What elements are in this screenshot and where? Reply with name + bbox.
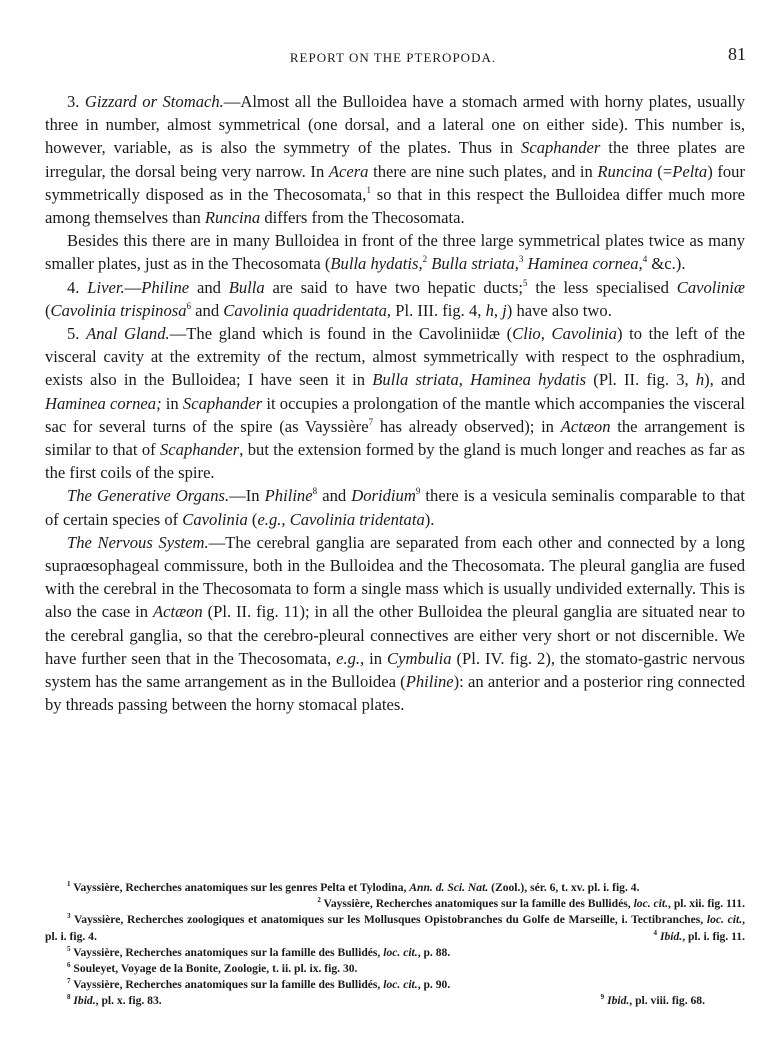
text-run: Vayssière, Recherches anatomiques sur les genres Pelta et Tylodina, — [70, 881, 410, 894]
text-run: ( — [45, 300, 51, 320]
italic-text: Cavoliniæ — [676, 277, 745, 297]
text-run: ): an anterior and a posterior ring connected by threads passing between the horny stomacal plates. — [45, 672, 746, 715]
italic-text: Ibid. — [659, 929, 683, 943]
text-run: ) have also two. — [506, 300, 612, 320]
running-title: REPORT ON THE PTEROPODA. — [289, 50, 497, 65]
footnote-marker: 7 — [67, 977, 71, 986]
text-run: and — [317, 486, 352, 506]
text-run: there are nine such plates, and in — [368, 161, 598, 181]
footnote-6 — [45, 961, 745, 977]
paragraph — [45, 484, 745, 530]
footnote-1 — [45, 880, 745, 896]
text-run: there is a vesicula seminalis comparable to that of certain species of — [45, 486, 745, 529]
text-run: (Pl. IV. fig. 2), the stomato-gastric nervous system has the same arrangement as in the Bulloidea ( — [45, 648, 745, 692]
text-run: (= — [652, 161, 673, 181]
footnote-marker: 8 — [67, 993, 71, 1002]
italic-text: loc. cit. — [706, 913, 743, 927]
italic-text: Bulla — [228, 277, 265, 297]
italic-text: Philine — [141, 277, 190, 297]
footnotes — [45, 880, 745, 1010]
text-run: has already observed); in — [373, 416, 561, 436]
italic-text: Ibid. — [73, 994, 96, 1008]
paragraph — [45, 90, 745, 229]
text-run: and — [191, 300, 224, 320]
italic-text: Philine — [264, 486, 313, 506]
text-run: (Pl. II. fig. 3, — [586, 370, 696, 390]
text-run: Pl. III. fig. 4, — [391, 300, 486, 320]
footnote-marker: 5 — [523, 277, 528, 288]
text-run: Vayssière, Recherches anatomiques sur la famille des Bullidés, — [70, 978, 384, 992]
text-run: differs from the Thecosomata. — [260, 208, 465, 228]
text-run: the three plates are irregular, the dorsal being very narrow. In — [45, 138, 746, 181]
italic-text: Cavolinia quadridentata, — [223, 300, 392, 320]
text-run: it occupies a prolongation of the mantle which accompanies the visceral sac for several turns of the spire (as Vayssière — [45, 393, 745, 436]
text-run: ) four symmetrically disposed as in the Thecosomata, — [45, 161, 745, 204]
italic-text: Bulla hydatis, — [330, 254, 423, 274]
paragraph — [45, 229, 745, 275]
italic-text: Bulla striata, Haminea hydatis — [372, 370, 587, 390]
footnote-marker: 9 — [600, 993, 605, 1002]
text-run: —In — [229, 486, 265, 506]
italic-text: Ann. d. Sci. Nat. — [409, 881, 489, 894]
italic-text: e.g., — [336, 648, 365, 668]
footnote-marker: 4 — [653, 928, 658, 937]
text-run: — — [124, 277, 142, 297]
italic-text: Haminea cornea; — [45, 393, 162, 413]
text-run: so that in this respect the Bulloidea differ much more among themselves than — [45, 184, 746, 228]
italic-text: loc. cit. — [383, 945, 418, 959]
italic-text: Clio, Cavolinia — [512, 324, 617, 344]
text-run: , pl. i. fig. 11. — [682, 929, 745, 943]
text-run: —Almost all the Bulloidea have a stomach armed with horny plates, usually three in number, almost symmetrical (one dorsal, and a lateral one on either side). This number is, however, variable, as is also the symmetry of the plates. Thus in — [45, 92, 746, 158]
footnote-marker: 1 — [67, 880, 71, 888]
text-run: Vayssière, Recherches anatomiques sur la famille des Bullidés, — [320, 897, 634, 911]
text-run: , pl. xii. fig. 111. — [668, 897, 745, 911]
italic-text: Philine — [405, 672, 454, 692]
italic-text: loc. cit. — [383, 978, 418, 992]
italic-text: e.g., Cavolinia tridentata — [257, 509, 425, 529]
italic-text: Runcina — [597, 161, 653, 181]
italic-text: h — [695, 370, 705, 390]
italic-text: Scaphander — [521, 138, 601, 158]
italic-text: Pelta — [672, 161, 708, 181]
italic-text: Ibid. — [607, 994, 630, 1008]
text-run: the less specialised — [527, 277, 677, 297]
text-run: , p. 90. — [417, 978, 451, 992]
text-run: Vayssière, Recherches anatomiques sur la famille des Bullidés, — [70, 945, 384, 959]
text-run: —The gland which is found in the Cavoliniidæ ( — [169, 324, 513, 344]
italic-text: Haminea cornea, — [527, 254, 643, 274]
text-run: the arrangement is similar to that of — [45, 416, 745, 460]
italic-text: Liver. — [87, 277, 125, 297]
footnote-marker: 1 — [366, 184, 371, 195]
text-run: in — [364, 648, 388, 668]
text-run: Vayssière, Recherches zoologiques et anatomiques sur les Mollusques Opistobranches du Golfe de Marseille, i. Tectibranches, — [70, 913, 707, 927]
footnote-marker: 4 — [642, 254, 648, 265]
text-run: , but the extension formed by the gland is much longer and reaches as far as the first coils of the spire. — [45, 440, 746, 483]
text-run: 4. — [67, 277, 88, 297]
text-run: , pl. i. fig. 4. — [45, 913, 745, 943]
page-header — [40, 44, 746, 68]
italic-text: loc. cit. — [633, 897, 669, 911]
italic-text: Anal Gland. — [86, 324, 170, 344]
italic-text: Scaphander — [159, 440, 240, 460]
italic-text: Cavolinia trispinosa — [50, 300, 187, 320]
paragraph — [45, 531, 745, 717]
italic-text: The Nervous System. — [67, 532, 209, 552]
italic-text: h, j — [485, 300, 507, 320]
footnote-marker: 5 — [67, 944, 71, 953]
footnote-marker: 2 — [422, 254, 428, 265]
text-run: (Zool.), sér. 6, t. xv. pl. i. fig. 4. — [488, 881, 640, 894]
italic-text: Actæon — [152, 602, 203, 622]
page-number: 81 — [728, 44, 746, 64]
footnote-marker: 8 — [312, 486, 318, 497]
italic-text: Gizzard or Stomach. — [84, 92, 224, 111]
footnote-marker: 9 — [415, 486, 421, 497]
text-run: ). — [424, 509, 435, 529]
text-run: ) to the left of the visceral cavity at the extremity of the rectum, almost symmetrically with respect to the osphradium, exists also in the Bulloidea; I have seen it in — [45, 324, 745, 390]
text-run: are said to have two hepatic ducts; — [264, 277, 524, 297]
text-run: (Pl. II. fig. 11); in all the other Bulloidea the pleural ganglia are situated near to the cerebral ganglia, so that the cerebro-pleural connectives are either very short or not discernible. We have further seen that in the Thecosomata, — [45, 602, 745, 668]
text-run: , pl. x. fig. 83. — [95, 994, 162, 1008]
text-run: 5. — [67, 324, 87, 344]
body-text — [45, 90, 745, 716]
footnote-marker: 3 — [67, 912, 71, 921]
footnote-4 — [45, 929, 745, 945]
text-run: ( — [247, 509, 258, 529]
text-run: and — [189, 277, 229, 297]
footnote-marker: 3 — [518, 254, 524, 265]
footnote-marker: 7 — [368, 416, 374, 427]
footnote-7 — [45, 977, 745, 993]
footnote-marker: 6 — [186, 300, 192, 311]
italic-text: Scaphander — [182, 393, 263, 413]
footnote-5 — [45, 945, 745, 961]
paragraph — [45, 322, 745, 484]
italic-text: The Generative Organs. — [67, 486, 230, 506]
footnote-marker: 6 — [67, 961, 71, 970]
italic-text: Cavolinia — [182, 509, 248, 529]
text-run: in — [161, 393, 183, 413]
italic-text: Doridium — [351, 486, 416, 506]
text-run: &c.). — [647, 254, 686, 274]
paragraph — [45, 276, 745, 322]
footnote-2 — [45, 896, 745, 912]
italic-text: Actæon — [560, 416, 611, 436]
text-run: 3. — [67, 92, 85, 111]
footnote-marker: 2 — [317, 896, 321, 905]
italic-text: Bulla striata, — [431, 254, 519, 274]
text-run: , p. 88. — [417, 945, 451, 959]
italic-text: Acera — [328, 161, 369, 181]
text-run: Besides this there are in many Bulloidea in front of the three large symmetrical plates twice as many smaller plates, just as in the Thecosomata ( — [45, 231, 745, 274]
text-run: , pl. viii. fig. 68. — [629, 994, 705, 1008]
text-run: Souleyet, Voyage de la Bonite, Zoologie, t. ii. pl. ix. fig. 30. — [70, 962, 358, 976]
text-run: —The cerebral ganglia are separated from each other and connected by a long supraœsophageal commissure, both in the Bulloidea and the Thecosomata. The pleural ganglia are fused with the cerebral in the Thecosomata to form a single mass which is usually undivided externally. This is also the case in — [45, 532, 745, 622]
italic-text: Cymbulia — [387, 648, 452, 668]
italic-text: Runcina — [204, 208, 261, 228]
text-run: ), and — [704, 370, 745, 390]
